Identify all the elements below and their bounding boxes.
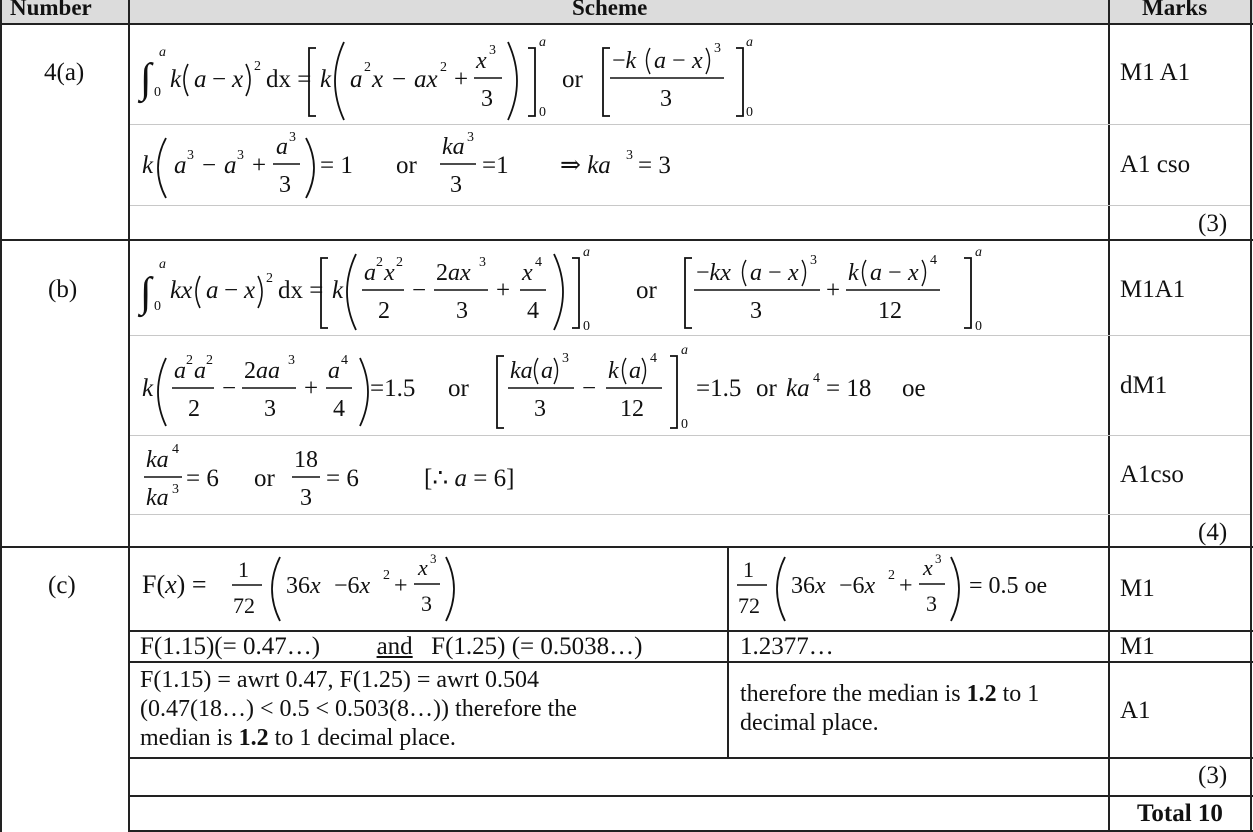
svg-text:0: 0 (746, 105, 753, 120)
svg-text:∫: ∫ (140, 56, 152, 102)
svg-text:x: x (384, 260, 395, 286)
svg-text:2: 2 (888, 568, 895, 583)
svg-text:3: 3 (534, 396, 546, 422)
svg-text:ka: ka (146, 447, 169, 473)
svg-text:36x: 36x (286, 573, 321, 599)
svg-text:2: 2 (396, 255, 403, 270)
right-line-2: decimal place. (740, 710, 879, 736)
part-b-row1-marks: M1A1 (1120, 276, 1186, 303)
svg-text:3: 3 (450, 172, 462, 198)
svg-text:3: 3 (300, 485, 312, 511)
part-c-row3-left (140, 666, 720, 753)
svg-text:oe: oe (902, 375, 926, 402)
svg-text:2: 2 (188, 396, 200, 422)
f-115-value: F(1.15)(= 0.47…) (140, 633, 321, 660)
svg-text:4: 4 (813, 371, 820, 386)
svg-text:k: k (848, 260, 859, 286)
svg-text:36x: 36x (791, 573, 826, 599)
svg-text:a: a (194, 66, 207, 93)
svg-text:4: 4 (333, 396, 345, 422)
svg-text:x: x (232, 66, 244, 93)
svg-text:ka: ka (510, 358, 533, 384)
svg-text:0: 0 (154, 299, 161, 314)
grid-line (0, 546, 1253, 548)
left-line-1: F(1.15) = awrt 0.47, F(1.25) = awrt 0.504 (140, 667, 540, 693)
svg-text:2: 2 (266, 271, 273, 286)
svg-text:= 6: = 6 (186, 465, 219, 492)
svg-text:−: − (212, 66, 227, 93)
svg-text:a: a (159, 257, 166, 272)
svg-text:a: a (174, 358, 186, 384)
svg-text:4: 4 (535, 255, 542, 270)
svg-text:ax: ax (414, 66, 438, 93)
svg-text:3: 3 (481, 86, 493, 112)
svg-text:0: 0 (154, 85, 161, 100)
part-b-row1-math (130, 242, 990, 334)
svg-text:−: − (202, 152, 217, 179)
part-b-row3-math (130, 437, 550, 513)
svg-text:+: + (496, 277, 511, 304)
svg-text:x: x (476, 48, 487, 74)
svg-text:a: a (629, 358, 641, 384)
part-c-row3-right (740, 680, 1100, 738)
svg-text:72: 72 (233, 593, 255, 618)
svg-text:or: or (636, 277, 657, 304)
svg-text:+: + (394, 573, 408, 599)
svg-text:3: 3 (479, 255, 486, 270)
svg-text:a: a (975, 245, 982, 260)
part-b-subtotal: (4) (1198, 519, 1228, 546)
svg-text:4: 4 (930, 253, 937, 268)
svg-text:x: x (372, 66, 384, 93)
svg-text:2: 2 (376, 255, 383, 270)
grid-line (128, 757, 1253, 759)
svg-text:3: 3 (489, 43, 496, 58)
grid-line (0, 239, 1253, 241)
svg-text:3: 3 (421, 591, 432, 616)
svg-text:=1: =1 (482, 152, 509, 179)
svg-text:2: 2 (206, 353, 213, 368)
svg-text:3: 3 (456, 298, 468, 324)
svg-text:3: 3 (810, 253, 817, 268)
part-a-label: 4(a) (44, 59, 85, 86)
svg-text:= 0.5 oe: = 0.5 oe (969, 573, 1048, 599)
part-a-subtotal: (3) (1198, 210, 1228, 237)
svg-text:3: 3 (264, 396, 276, 422)
row-rule (130, 205, 1250, 206)
svg-text:3: 3 (562, 351, 569, 366)
svg-text:dx =: dx = (266, 66, 312, 93)
svg-text:0: 0 (975, 319, 982, 334)
part-a-row2-math (130, 126, 750, 204)
row-rule (130, 514, 1250, 515)
svg-text:or: or (254, 465, 275, 492)
svg-text:72: 72 (738, 593, 760, 618)
svg-text:a: a (174, 152, 187, 179)
svg-text:+: + (826, 277, 841, 304)
svg-text:3: 3 (237, 148, 244, 163)
svg-text:−: − (582, 375, 597, 402)
svg-text:F(x) =: F(x) = (142, 570, 207, 599)
part-c-subtotal: (3) (1198, 762, 1228, 789)
part-c-row1-left-math (130, 549, 720, 629)
svg-text:k: k (608, 358, 619, 384)
svg-text:= 3: = 3 (638, 152, 671, 179)
svg-text:a: a (681, 343, 688, 358)
svg-text:2: 2 (254, 59, 261, 74)
svg-text:= 18: = 18 (826, 375, 872, 402)
svg-text:0: 0 (681, 417, 688, 432)
part-c-label: (c) (48, 572, 76, 599)
svg-text:3: 3 (714, 41, 721, 56)
svg-text:3: 3 (660, 86, 672, 112)
total-marks: Total 10 (1137, 800, 1223, 827)
svg-text:or: or (562, 66, 583, 93)
svg-text:ka: ka (786, 375, 810, 402)
svg-text:0: 0 (539, 105, 546, 120)
svg-text:a: a (654, 48, 666, 74)
svg-text:a: a (750, 260, 762, 286)
header-number: Number (10, 0, 92, 20)
f-125-value: F(1.25) (= 0.5038…) (431, 633, 643, 660)
svg-text:−: − (888, 260, 902, 286)
grid-line (0, 23, 1253, 25)
svg-text:−kx: −kx (696, 260, 731, 286)
svg-text:3: 3 (172, 482, 179, 497)
part-b-row2-marks: dM1 (1120, 372, 1168, 399)
svg-text:a: a (870, 260, 882, 286)
svg-text:3: 3 (935, 551, 942, 566)
svg-text:or: or (448, 375, 469, 402)
svg-text:0: 0 (583, 319, 590, 334)
svg-text:a: a (350, 66, 363, 93)
row-rule (130, 124, 1250, 125)
svg-text:x: x (244, 277, 256, 304)
svg-text:3: 3 (626, 148, 633, 163)
svg-text:3: 3 (430, 551, 437, 566)
svg-text:x: x (692, 48, 703, 74)
part-b-row3-marks: A1cso (1120, 461, 1184, 488)
part-b-label: (b) (48, 276, 78, 303)
svg-text:k: k (170, 66, 182, 93)
left-line-2: (0.47(18…) < 0.5 < 0.503(8…)) therefore the (140, 696, 577, 722)
svg-text:+: + (252, 152, 267, 179)
svg-text:3: 3 (926, 591, 937, 616)
svg-text:⇒ ka: ⇒ ka (560, 152, 611, 179)
part-c-row1-right-math (729, 549, 1107, 629)
svg-text:x: x (908, 260, 919, 286)
left-line-3: median is 1.2 to 1 decimal place. (140, 725, 456, 751)
svg-text:a: a (539, 35, 546, 50)
svg-text:−k: −k (612, 48, 637, 74)
svg-text:x: x (418, 555, 428, 580)
svg-text:a: a (746, 35, 753, 50)
grid-line (128, 795, 1253, 797)
svg-text:[∴ a = 6]: [∴ a = 6] (424, 465, 515, 492)
svg-text:−: − (768, 260, 782, 286)
row-rule (130, 435, 1250, 436)
part-c-row2-left (140, 632, 642, 662)
svg-text:a: a (206, 277, 219, 304)
svg-text:12: 12 (878, 298, 902, 324)
svg-text:k: k (142, 375, 154, 402)
part-c-row1-marks: M1 (1120, 575, 1155, 602)
part-b-row2-math (130, 338, 950, 434)
svg-text:4: 4 (341, 353, 348, 368)
svg-text:−: − (224, 277, 239, 304)
svg-text:kx: kx (170, 277, 193, 304)
svg-text:2: 2 (378, 298, 390, 324)
svg-text:−6x: −6x (839, 573, 876, 599)
svg-text:ka: ka (442, 134, 465, 160)
svg-text:−: − (412, 277, 427, 304)
svg-text:a: a (364, 260, 376, 286)
header-scheme: Scheme (572, 0, 648, 20)
svg-text:k: k (320, 66, 332, 93)
svg-text:18: 18 (294, 447, 318, 473)
grid-line (1250, 0, 1252, 832)
svg-text:k: k (142, 152, 154, 179)
grid-line (0, 0, 2, 832)
svg-text:3: 3 (289, 130, 296, 145)
svg-text:3: 3 (288, 353, 295, 368)
svg-text:a: a (194, 358, 206, 384)
svg-text:x: x (522, 260, 533, 286)
svg-text:ka: ka (146, 485, 169, 511)
svg-text:2ax: 2ax (436, 260, 471, 286)
right-line-1: therefore the median is 1.2 to 1 (740, 681, 1040, 707)
svg-text:3: 3 (279, 172, 291, 198)
svg-text:+: + (454, 66, 469, 93)
part-a-row1-marks: M1 A1 (1120, 59, 1191, 86)
svg-text:3: 3 (750, 298, 762, 324)
svg-text:dx =: dx = (278, 277, 324, 304)
row-rule (130, 335, 1250, 336)
svg-text:a: a (328, 358, 340, 384)
svg-text:+: + (304, 375, 319, 402)
svg-text:3: 3 (187, 148, 194, 163)
svg-text:2: 2 (186, 353, 193, 368)
svg-text:= 1: = 1 (320, 152, 353, 179)
svg-text:a: a (224, 152, 237, 179)
svg-text:1: 1 (743, 557, 754, 582)
svg-text:x: x (788, 260, 799, 286)
svg-text:−6x: −6x (334, 573, 371, 599)
svg-text:a: a (159, 45, 166, 60)
svg-text:2: 2 (383, 568, 390, 583)
part-a-row2-marks: A1 cso (1120, 151, 1191, 178)
svg-text:a: a (276, 134, 288, 160)
svg-text:−: − (672, 48, 686, 74)
svg-text:4: 4 (172, 442, 179, 457)
svg-text:=1.5: =1.5 (696, 375, 742, 402)
part-a-row1-math (130, 26, 790, 122)
svg-text:4: 4 (650, 351, 657, 366)
svg-text:or: or (756, 375, 777, 402)
svg-text:x: x (923, 555, 933, 580)
svg-text:= 6: = 6 (326, 465, 359, 492)
svg-text:or: or (396, 152, 417, 179)
and-word: and (376, 633, 413, 660)
svg-text:2: 2 (364, 60, 371, 75)
svg-text:12: 12 (620, 396, 644, 422)
svg-text:∫: ∫ (140, 270, 152, 316)
svg-text:a: a (583, 245, 590, 260)
svg-text:k: k (332, 277, 344, 304)
svg-text:=1.5: =1.5 (370, 375, 416, 402)
svg-text:1: 1 (238, 557, 249, 582)
part-c-row2-right: 1.2377… (740, 633, 834, 660)
svg-text:4: 4 (527, 298, 539, 324)
svg-text:a: a (541, 358, 553, 384)
part-c-row2-marks: M1 (1120, 633, 1155, 660)
svg-text:3: 3 (467, 130, 474, 145)
svg-text:−: − (392, 66, 407, 93)
svg-text:2aa: 2aa (244, 358, 280, 384)
header-marks: Marks (1142, 0, 1208, 20)
svg-text:+: + (899, 573, 913, 599)
svg-text:2: 2 (440, 60, 447, 75)
svg-text:−: − (222, 375, 237, 402)
part-c-row3-marks: A1 (1120, 697, 1151, 724)
